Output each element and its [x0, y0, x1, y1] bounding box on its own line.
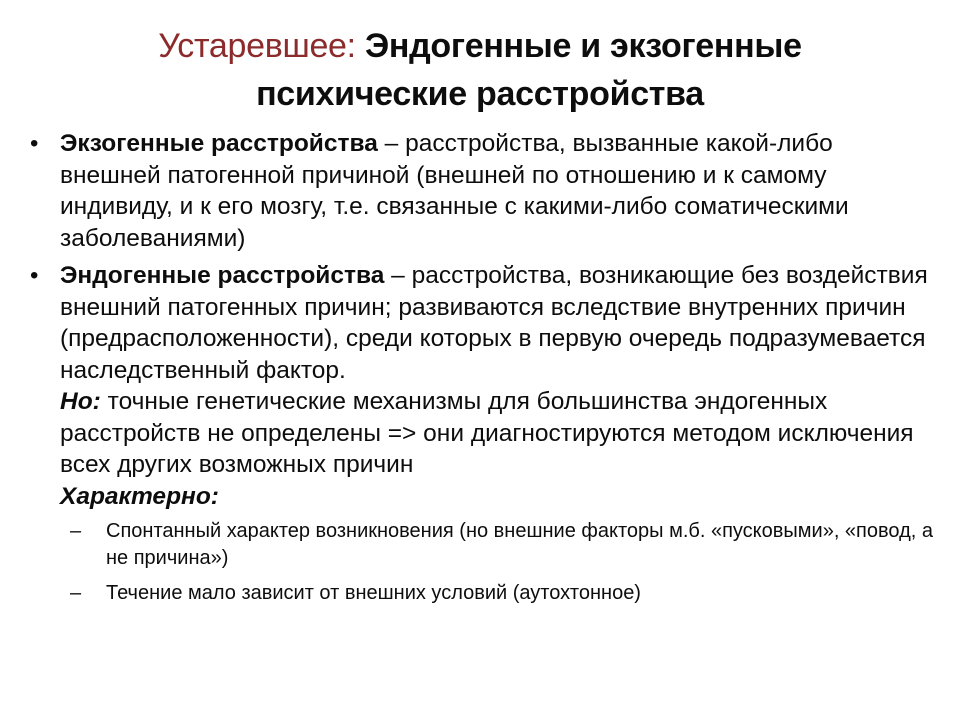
subitem-spontaneous	[24, 518, 936, 572]
characteristic-label: Характерно:	[60, 482, 219, 510]
dash-marker: –	[70, 520, 82, 542]
slide-body	[24, 128, 936, 607]
definition-exogenous: – расстройства, вызванные какой-либо внешней патогенной причиной (внешней по отношению и к самому индивиду, и к его мозгу, т.е. связанные с какими-либо соматическими заболеваниями)	[60, 130, 849, 252]
title-line2: психические расстройства	[256, 75, 704, 113]
bullet-marker: •	[30, 262, 39, 289]
title-prefix: Устаревшее:	[158, 27, 356, 65]
bullet-exogenous	[24, 128, 936, 254]
title-line1: Эндогенные и экзогенные	[364, 27, 802, 65]
term-endogenous: Эндогенные расстройства	[60, 262, 385, 289]
bullet-marker: •	[30, 130, 39, 157]
slide-title	[60, 22, 900, 118]
note-label: Но:	[60, 388, 101, 415]
subitem-text: Спонтанный характер возникновения (но внешние факторы м.б. «пусковыми», «повод, а не причина»)	[106, 520, 933, 569]
subitem-text: Течение мало зависит от внешних условий (аутохтонное)	[106, 582, 641, 604]
bullet-endogenous	[24, 260, 936, 512]
term-exogenous: Экзогенные расстройства	[60, 130, 378, 157]
note-text: точные генетические механизмы для большинства эндогенных расстройств не определены => они диагностируются методом исключения всех других возможных причин	[60, 388, 914, 478]
dash-marker: –	[70, 582, 82, 604]
definition-endogenous: – расстройства, возникающие без воздействия внешний патогенных причин; развиваются вследствие внутренних причин (предрасположенности), среди которых в первую очередь подразумевается наследственный фактор.	[60, 262, 928, 384]
subitem-course	[24, 580, 936, 607]
